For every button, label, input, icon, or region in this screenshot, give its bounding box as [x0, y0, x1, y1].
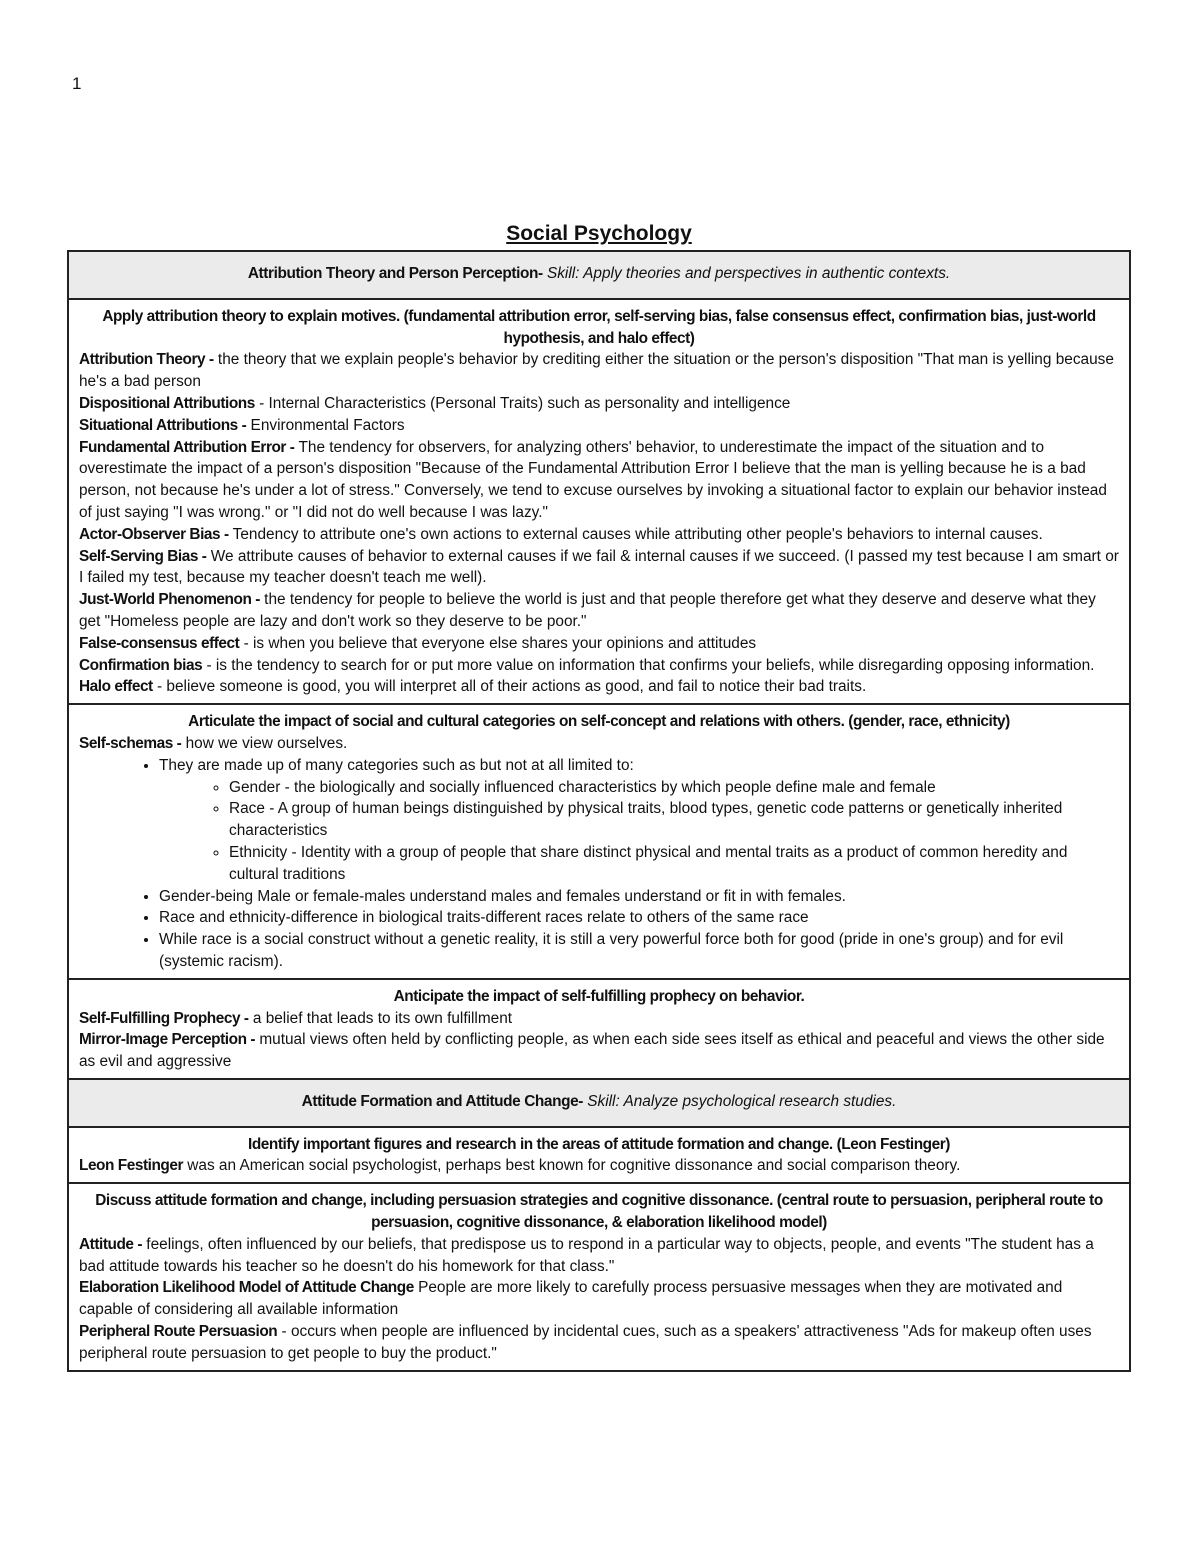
definition: People are more likely to carefully process persuasive messages when they are motivated and capable of considering all available information [79, 1279, 1063, 1319]
definition: Tendency to attribute one's own actions to external causes while attributing other people's behaviors to internal causes. [228, 525, 1043, 543]
definition: mutual views often held by conflicting people, as when each side sees itself as ethical and peaceful and views the other side as evil and aggressive [79, 1031, 1105, 1071]
term: False-consensus effect [79, 634, 240, 652]
definition-entry [79, 589, 1119, 633]
section-self-fulfilling-prophecy [69, 980, 1129, 1080]
definition: feelings, often influenced by our beliefs, that predispose us to respond in a particular way to objects, people, and events "The student has a bad attitude towards his teacher so he doesn't do his homework for that class." [79, 1235, 1094, 1275]
term: Fundamental Attribution Error - [79, 438, 295, 456]
page-number: 1 [72, 74, 82, 93]
notes-table [67, 250, 1131, 1372]
term: Mirror-Image Perception - [79, 1031, 256, 1049]
section-title: Apply attribution theory to explain motives. (fundamental attribution error, self-serving bias, false consensus effect, confirmation bias, just-world hypothesis, and halo effect) [102, 307, 1096, 347]
definition-entry [79, 1234, 1119, 1278]
definition-entry [79, 524, 1119, 546]
section-attitude-change [69, 1184, 1129, 1369]
definition-entry [79, 655, 1119, 677]
section-title: Anticipate the impact of self-fulfilling prophecy on behavior. [393, 987, 805, 1005]
section-header-title: Attribution Theory and Person Perception- [247, 265, 543, 282]
definition: the tendency for people to believe the world is just and that people therefore get what they deserve and deserve what they get "Homeless people are lazy and don't work so they deserve to be poor." [79, 591, 1096, 630]
definition-entry [79, 437, 1119, 524]
term: Attitude - [79, 1235, 143, 1253]
definition-entry [79, 1008, 1119, 1030]
definition-entry [79, 349, 1119, 393]
section-attribution-theory [69, 300, 1129, 705]
definition: - Internal Characteristics (Personal Traits) such as personality and intelligence [254, 394, 791, 412]
definition-entry [79, 393, 1119, 415]
definition-entry [79, 546, 1119, 590]
definition: Environmental Factors [246, 416, 405, 434]
list-item-text: They are made up of many categories such as but not at all limited to: [159, 756, 634, 774]
term: Situational Attributions - [79, 416, 247, 434]
sub-list-item: ◦ Gender - the biologically and socially influenced characteristics by which people define male and female [229, 777, 1119, 799]
section-header-title: Attitude Formation and Attitude Change- [301, 1092, 583, 1110]
definition: - is when you believe that everyone else shares your opinions and attitudes [239, 634, 757, 652]
definition: a belief that leads to its own fulfillment [248, 1009, 513, 1027]
definition: - believe someone is good, you will interpret all of their actions as good, and fail to notice their bad traits. [152, 678, 867, 696]
definition-entry [79, 415, 1119, 437]
definition: The tendency for observers, for analyzing others' behavior, to underestimate the impact of the situation and to overestimate the impact of a person's disposition "Because of the Fundamental Attribution Error I believe that the man is yelling because he is a bad person, not because he's under a lot of stress." Conversely, we tend to excuse ourselves by invoking a situational factor to explain our behavior instead of just saying "I was wrong." or "I did not do well because I was lazy." [79, 438, 1107, 521]
term: Elaboration Likelihood Model of Attitude Change [79, 1279, 414, 1297]
bullet-list [79, 755, 1119, 973]
list-item: • Gender-being Male or female-males understand males and females understand or fit in with females. [159, 886, 1119, 908]
term: Self-schemas - [79, 734, 182, 752]
section-header-attribution [69, 252, 1129, 300]
definition-entry [79, 1277, 1119, 1321]
list-item: • While race is a social construct without a genetic reality, it is still a very powerful force both for good (pride in one's group) and for evil (systemic racism). [159, 929, 1119, 973]
definition: how we view ourselves. [181, 734, 348, 752]
section-header-skill: Skill: Apply theories and perspectives in authentic contexts. [542, 265, 951, 282]
section-title: Discuss attitude formation and change, including persuasion strategies and cognitive dissonance. (central route to persuasion, peripheral route to persuasion, cognitive dissonance, & elaboration likelihood model) [95, 1192, 1103, 1232]
definition-entry [79, 733, 1119, 755]
term: Self-Fulfilling Prophecy - [79, 1009, 249, 1027]
definition-entry [79, 633, 1119, 655]
section-important-figures [69, 1128, 1129, 1185]
definition: - is the tendency to search for or put more value on information that confirms your beliefs, while disregarding opposing information. [202, 656, 1095, 674]
section-header-attitude [69, 1080, 1129, 1128]
definition: - occurs when people are influenced by incidental cues, such as a speakers' attractiveness "Ads for makeup often uses peripheral route persuasion to get people to buy the product." [79, 1323, 1092, 1362]
term: Just-World Phenomenon - [79, 591, 260, 609]
definition: We attribute causes of behavior to external causes if we fail & internal causes if we succeed. (I passed my test because I am smart or I failed my test, because my teacher doesn't teach me well). [79, 547, 1119, 587]
section-header-skill: Skill: Analyze psychological research studies. [582, 1092, 897, 1110]
sub-list-item: ◦ Ethnicity - Identity with a group of people that share distinct physical and mental traits as a product of common heredity and cultural traditions [229, 842, 1119, 886]
sub-list-item: ◦ Race - A group of human beings distinguished by physical traits, blood types, genetic code patterns or genetically inherited characteristics [229, 798, 1119, 842]
sub-bullet-list [159, 777, 1119, 886]
section-title: Articulate the impact of social and cultural categories on self-concept and relations with others. (gender, race, ethnicity) [188, 713, 1010, 731]
term: Attribution Theory - [79, 351, 214, 369]
term: Actor-Observer Bias - [79, 525, 229, 543]
term: Peripheral Route Persuasion [79, 1323, 278, 1341]
term: Confirmation bias [79, 656, 203, 674]
list-item: • Race and ethnicity-difference in biological traits-different races relate to others of the same race [159, 907, 1119, 929]
document-title: Social Psychology [506, 222, 692, 245]
term: Halo effect [79, 678, 153, 696]
list-item [159, 755, 1119, 886]
term: Leon Festinger [79, 1157, 184, 1175]
term: Dispositional Attributions [79, 394, 255, 412]
section-title: Identify important figures and research in the areas of attitude formation and change. (Leon Festinger) [248, 1135, 950, 1153]
definition: the theory that we explain people's behavior by crediting either the situation or the person's disposition "That man is yelling because he's a bad person [79, 351, 1114, 391]
section-self-concept [69, 705, 1129, 980]
definition: was an American social psychologist, perhaps best known for cognitive dissonance and social comparison theory. [183, 1157, 961, 1175]
definition-entry [79, 1155, 1119, 1177]
definition-entry [79, 1321, 1119, 1365]
definition-entry [79, 676, 1119, 698]
definition-entry [79, 1029, 1119, 1073]
term: Self-Serving Bias - [79, 547, 207, 565]
